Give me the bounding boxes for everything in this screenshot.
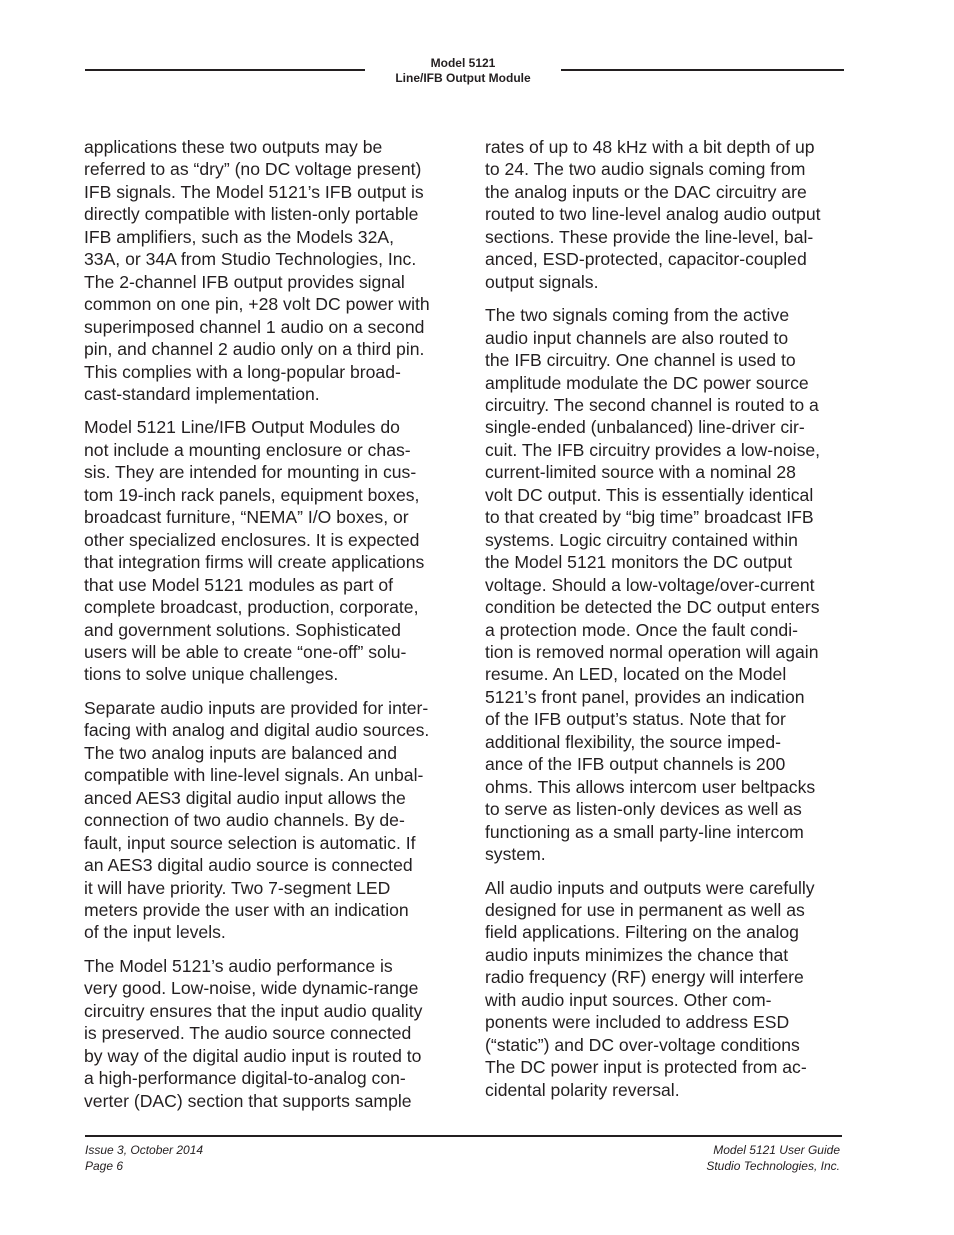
footer-guide-title: Model 5121 User Guide <box>713 1143 840 1157</box>
paragraph: All audio inputs and outputs were carefully designed for use in permanent as well as field applications. Filtering on the analog audio inputs minimizes the chance that radio frequency (RF) energy will interfere with audio input sources. Other com- ponents were included to address ESD (“static”) and DC over-voltage conditions The DC power input is protected from ac- cidental polarity reversal. <box>485 877 815 1100</box>
footer-page-number: Page 6 <box>85 1158 124 1173</box>
paragraph: rates of up to 48 kHz with a bit depth of up to 24. The two audio signals coming from the analog inputs or the DAC circuitry are routed to two line-level analog audio output sections. These provide the line-level, bal- anced, ESD-protected, capacitor-coupled output signals. <box>485 137 821 292</box>
header-product: Line/IFB Output Module <box>395 70 531 85</box>
paragraph: The two signals coming from the active audio input channels are also routed to the IFB circuitry. One channel is used to amplitude modulate the DC power source circuitry. The second channel is routed to a single-ended (unbalanced) line-driver cir- cuit. The IFB circuitry provides a low-noise, current-limited source with a nominal 28 volt DC output. This is essentially identical to that created by “big time” broadcast IFB systems. Logic circuitry contained within the Model 5121 monitors the DC output voltage. Should a low-voltage/over-current condition be detected the DC output enters a protection mode. Once the fault condi- tion is removed normal operation will again resume. An LED, located on the Model 5121’s front panel, provides an indication of the IFB output’s status. Note that for additional flexibility, the source imped- ance of the IFB output channels is 200 ohms. This allows intercom user beltpacks to serve as listen-only devices as well as functioning as a small party-line intercom system. <box>485 305 821 865</box>
running-header <box>365 56 561 85</box>
left-column <box>84 136 456 1123</box>
footer-issue: Issue 3, October 2014 <box>85 1143 204 1157</box>
footer-company: Studio Technologies, Inc. <box>706 1158 840 1173</box>
paragraph: Model 5121 Line/IFB Output Modules do not include a mounting enclosure or chas- sis. They are intended for mounting in cus- tom 19-inch rack panels, equipment boxes, broadcast furniture, “NEMA” I/O boxes, or other specialized enclosures. It is expected that integration firms will create applications that use Model 5121 modules as part of complete broadcast, production, corporate, and government solutions. Sophisticated users will be able to create “one-off” solu- tions to solve unique challenges. <box>84 417 425 685</box>
footer-left <box>85 1143 203 1174</box>
header-rule-left <box>85 69 365 71</box>
header-model: Model 5121 <box>430 56 496 70</box>
paragraph: Separate audio inputs are provided for inter- facing with analog and digital audio sources. The two analog inputs are balanced and compatible with line-level signals. An unbal- anced AES3 digital audio input allows the connection of two audio channels. By de- fault, input source selection is automatic. If an AES3 digital audio source is connected it will have priority. Two 7-segment LED meters provide the user with an indication of the input levels. <box>84 697 430 943</box>
paragraph: The Model 5121’s audio performance is very good. Low-noise, wide dynamic-range circuitry ensures that the input audio quality is preserved. The audio source connected by way of the digital audio input is routed to a high-performance digital-to-analog con- verter (DAC) section that supports sample <box>84 955 423 1111</box>
paragraph: applications these two outputs may be referred to as “dry” (no DC voltage present) IFB signals. The Model 5121’s IFB output is directly compatible with listen-only portable IFB amplifiers, such as the Models 32A, 33A, or 34A from Studio Technologies, Inc. The 2-channel IFB output provides signal common on one pin, +28 volt DC power with superimposed channel 1 audio on a second pin, and channel 2 audio only on a third pin. This complies with a long-popular broad- cast-standard implementation. <box>84 137 430 404</box>
footer-rule <box>85 1135 842 1137</box>
header-rule-right <box>561 69 844 71</box>
right-column <box>485 136 847 1112</box>
footer-right <box>706 1143 840 1174</box>
